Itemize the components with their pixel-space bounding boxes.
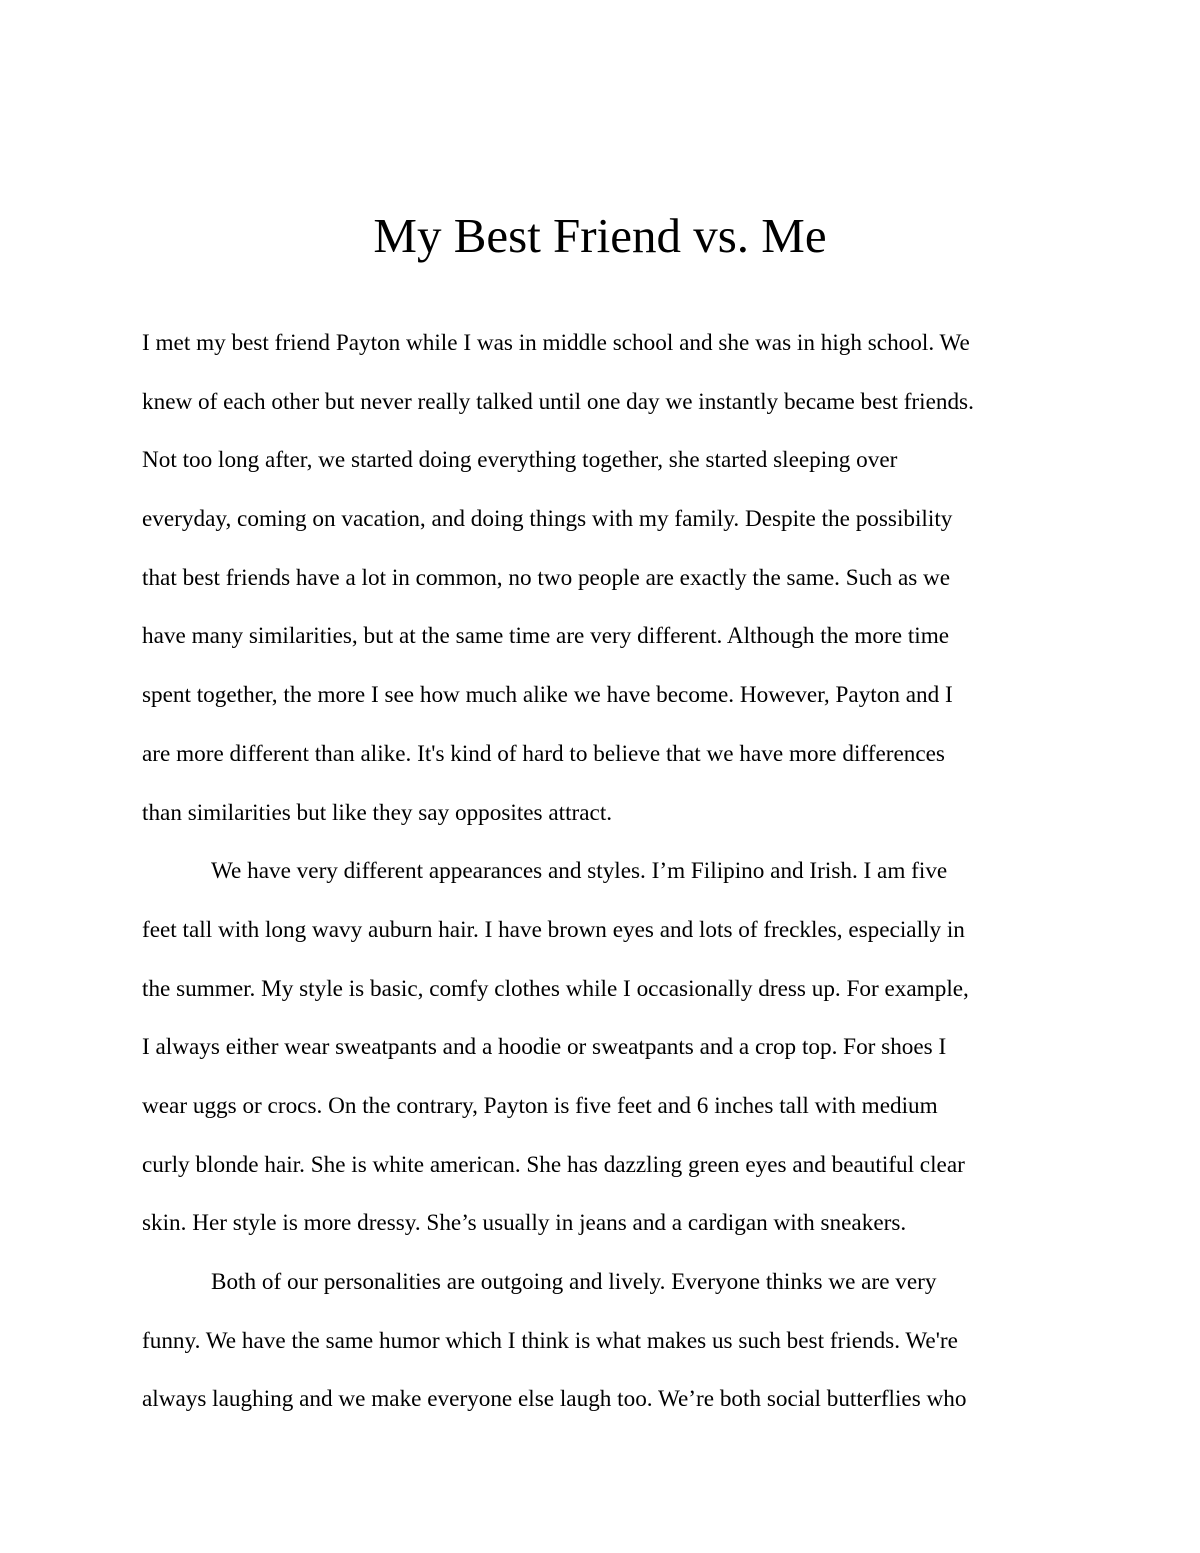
text-line: funny. We have the same humor which I think is what makes us such best friends. We're [142, 1327, 958, 1354]
text-line: Not too long after, we started doing everything together, she started sleeping over [142, 447, 898, 474]
text-line: than similarities but like they say opposites attract. [142, 799, 613, 826]
text-line: always laughing and we make everyone else laugh too. We’re both social butterflies who [142, 1386, 967, 1413]
text-line: curly blonde hair. She is white american. She has dazzling green eyes and beautiful clear [142, 1151, 965, 1178]
text-line: knew of each other but never really talked until one day we instantly became best friends. [142, 388, 974, 415]
text-line: the summer. My style is basic, comfy clothes while I occasionally dress up. For example, [142, 975, 969, 1002]
paragraph-start-line: We have very different appearances and styles. I’m Filipino and Irish. I am five [211, 858, 948, 885]
text-line: skin. Her style is more dressy. She’s usually in jeans and a cardigan with sneakers. [142, 1210, 907, 1237]
text-line: that best friends have a lot in common, no two people are exactly the same. Such as we [142, 564, 951, 591]
text-line: I always either wear sweatpants and a hoodie or sweatpants and a crop top. For shoes I [142, 1034, 947, 1061]
essay-body [142, 314, 1072, 1429]
text-line: are more different than alike. It's kind of hard to believe that we have more differences [142, 740, 945, 767]
text-line: have many similarities, but at the same time are very different. Although the more time [142, 623, 950, 650]
text-line: I met my best friend Payton while I was in middle school and she was in high school. We [142, 330, 970, 356]
text-line: feet tall with long wavy auburn hair. I have brown eyes and lots of freckles, especially in [142, 916, 965, 943]
text-line: spent together, the more I see how much alike we have become. However, Payton and I [142, 682, 953, 709]
paragraph-start-line: Both of our personalities are outgoing and lively. Everyone thinks we are very [211, 1269, 937, 1295]
document-title: My Best Friend vs. Me [373, 208, 827, 263]
text-line: everyday, coming on vacation, and doing things with my family. Despite the possibility [142, 506, 953, 533]
text-line: wear uggs or crocs. On the contrary, Payton is five feet and 6 inches tall with medium [142, 1092, 938, 1119]
